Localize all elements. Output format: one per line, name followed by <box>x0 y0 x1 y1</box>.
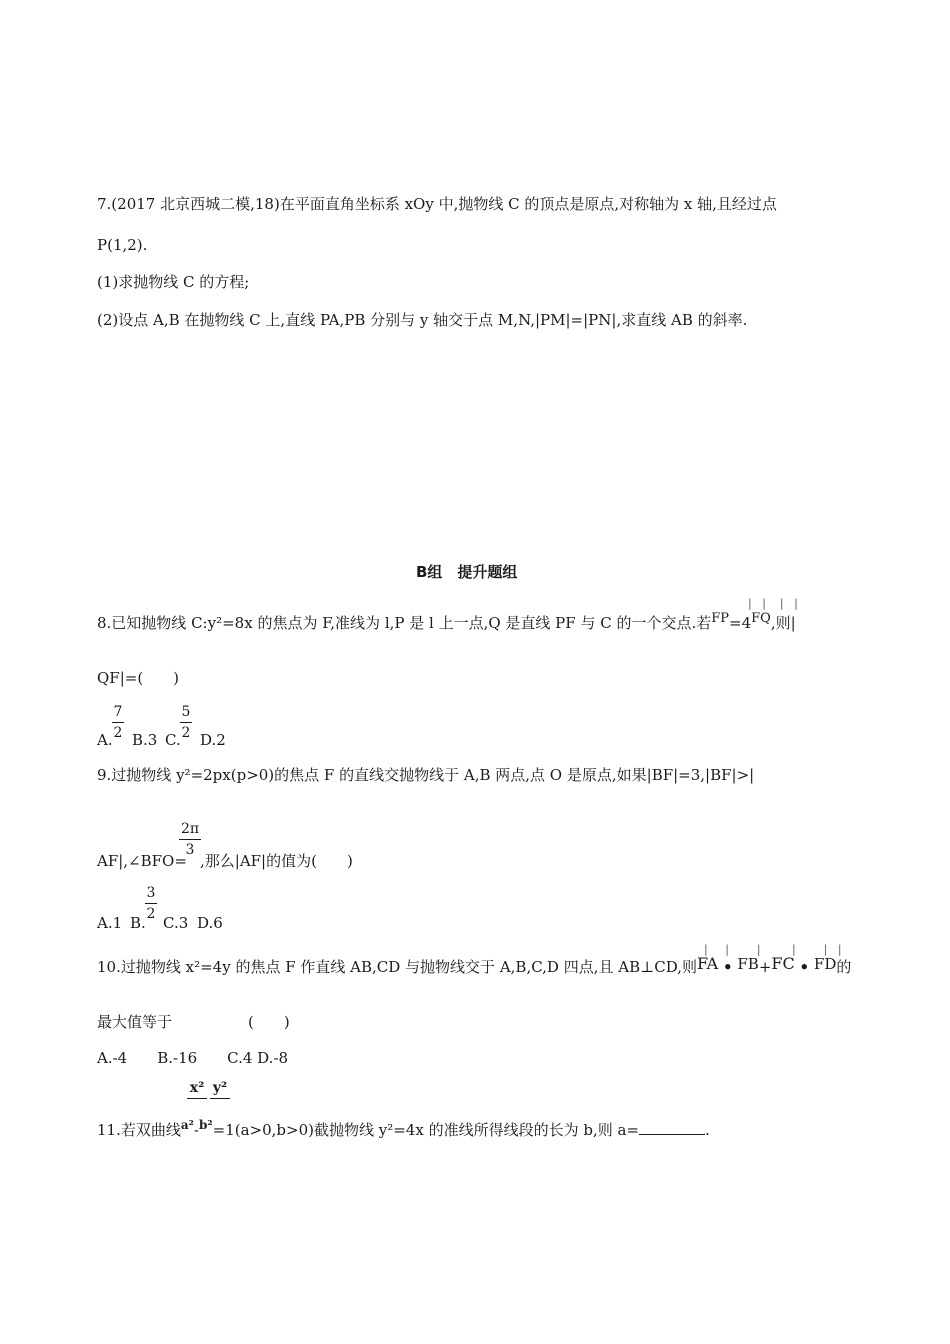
q9-frac-num: 2π <box>180 821 200 837</box>
q11-frac-x <box>187 1080 207 1101</box>
q11-line <box>97 1120 710 1141</box>
q9-line2-tail: ,那么|AF|的值为( ) <box>200 852 353 870</box>
answer-blank[interactable] <box>639 1120 705 1135</box>
q8-frac-a-num: 7 <box>113 704 123 720</box>
q8-eq: =4 <box>729 614 752 632</box>
fraction-bar <box>187 1098 207 1099</box>
q8-frac-a <box>112 704 124 741</box>
q10-vector-fb: FB <box>737 955 759 973</box>
q10-options: A.-4 B.-16 C.4 D.-8 <box>97 1049 289 1067</box>
q11-y-num: y² <box>212 1080 228 1096</box>
q11-end: . <box>705 1121 710 1139</box>
q11-x-num: x² <box>189 1080 205 1096</box>
q10-vector-fc: FC <box>771 954 795 973</box>
q7-line1: 7.(2017 北京西城二模,18)在平面直角坐标系 xOy 中,抛物线 C 的顶点是原点,对称轴为 x 轴,且经过点 <box>97 195 777 213</box>
q11-minus: - <box>193 1121 199 1139</box>
q11-frac-y <box>210 1080 230 1101</box>
q9-opt-b: B. <box>130 914 146 932</box>
q9-frac-b-den: 2 <box>146 906 156 922</box>
q8-text: 8.已知抛物线 C:y²=8x 的焦点为 F,准线为 l,P 是 l 上一点,Q 是直线 PF 与 C 的一个交点.若 <box>97 614 712 632</box>
q8-opt-b: B.3 <box>132 731 158 749</box>
q8-frac-c <box>180 704 192 741</box>
q10-tail: 的 <box>836 958 852 976</box>
q8-frac-a-den: 2 <box>113 725 123 741</box>
q8-vector-bars: | | | | <box>748 597 798 610</box>
q11-tail: =1(a>0,b>0)截抛物线 y²=4x 的准线所得线段的长为 b,则 a= <box>212 1121 639 1139</box>
q9-opt-d: D.6 <box>197 914 223 932</box>
q10-vector-fa: FA <box>696 954 719 973</box>
fraction-bar <box>145 903 157 904</box>
q10-plus: + <box>758 958 772 976</box>
q8-tail: ,则| <box>770 614 796 632</box>
q10-line2: 最大值等于 <box>97 1013 173 1031</box>
q10-dot1: • <box>723 958 733 976</box>
q9-frac <box>179 821 201 858</box>
q9-frac-den: 3 <box>185 842 195 858</box>
q7-line2: P(1,2). <box>97 236 148 254</box>
q8-line2: QF|=( ) <box>97 669 180 687</box>
q7-part1: (1)求抛物线 C 的方程; <box>97 273 250 291</box>
q10-text: 10.过抛物线 x²=4y 的焦点 F 作直线 AB,CD 与抛物线交于 A,B,C,D 四点,且 AB⊥CD,则 <box>97 958 697 976</box>
q10-dot2: • <box>799 958 810 976</box>
fraction-bar <box>179 839 201 840</box>
q9-opt-c: C.3 <box>163 914 189 932</box>
q11-b-den: b² <box>198 1118 213 1132</box>
q9-frac-b <box>145 885 157 922</box>
q8-frac-c-num: 5 <box>181 704 191 720</box>
q10-line1 <box>97 954 852 977</box>
fraction-bar <box>180 722 192 723</box>
q8-vector-fp: FP <box>711 611 730 626</box>
q8-line1 <box>97 613 796 635</box>
q9-opt-a: A.1 <box>97 914 123 932</box>
q8-opt-d: D.2 <box>200 731 226 749</box>
q8-vector-fq: FQ <box>751 611 771 626</box>
fraction-bar <box>112 722 124 723</box>
q10-vector-fd: FD <box>813 955 837 973</box>
q10-vector-bars: | | | | | | <box>704 943 842 956</box>
q8-opt-a: A. <box>97 731 113 749</box>
q9-frac-b-num: 3 <box>146 885 156 901</box>
q9-line1: 9.过抛物线 y²=2px(p>0)的焦点 F 的直线交抛物线于 A,B 两点,点 O 是原点,如果|BF|=3,|BF|>| <box>97 766 755 784</box>
q8-opt-c: C. <box>165 731 181 749</box>
q11-a-den: a² <box>180 1118 194 1132</box>
q7-part2: (2)设点 A,B 在抛物线 C 上,直线 PA,PB 分别与 y 轴交于点 M,N,|PM|=|PN|,求直线 AB 的斜率. <box>97 311 748 329</box>
section-b-title: B组 提升题组 <box>416 563 518 581</box>
q9-line2-head: AF|,∠BFO= <box>97 852 187 870</box>
q8-frac-c-den: 2 <box>181 725 191 741</box>
fraction-bar <box>210 1098 230 1099</box>
q11-head: 11.若双曲线 <box>97 1121 181 1139</box>
q10-paren: ( ) <box>248 1013 290 1031</box>
